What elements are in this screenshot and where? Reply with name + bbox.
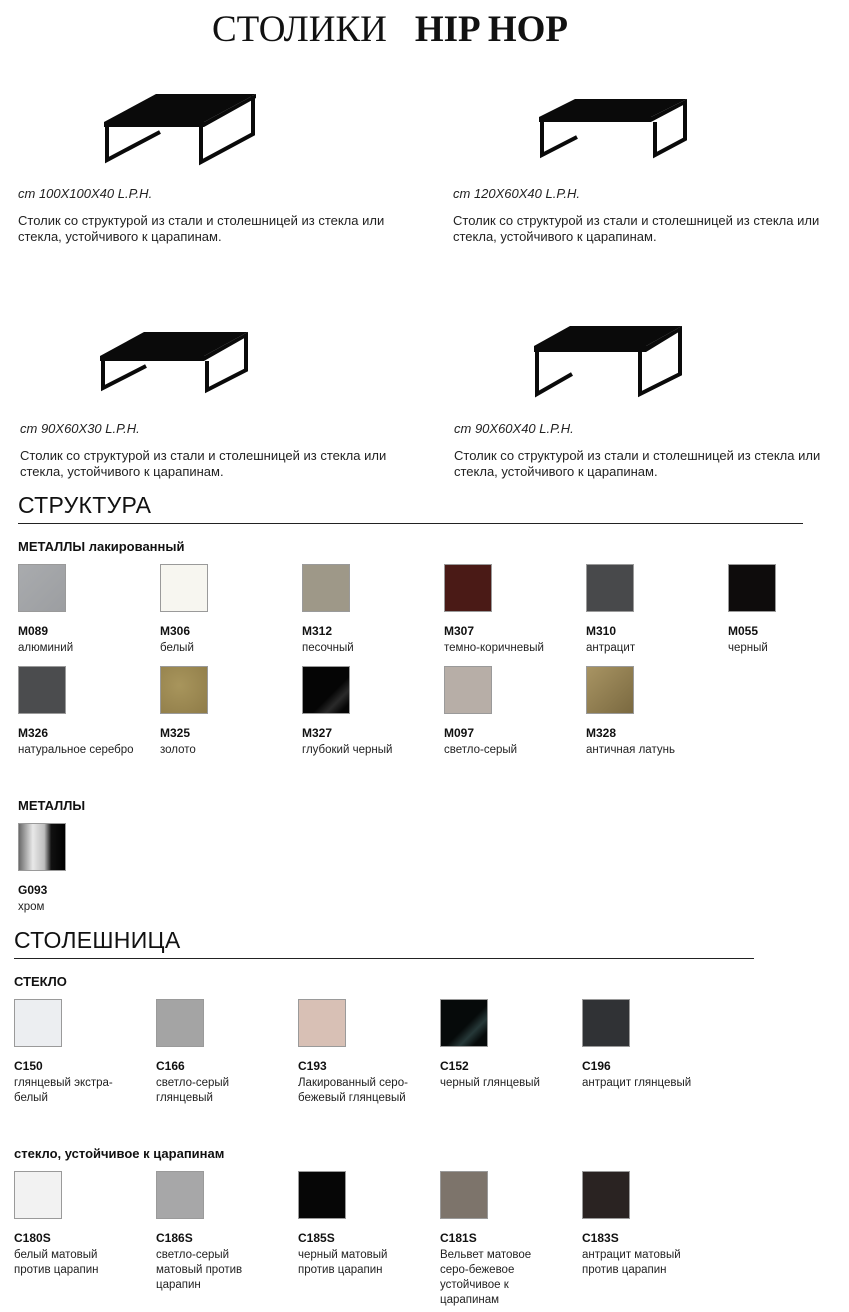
swatch-code: C180S [14,1231,51,1245]
metals-label: МЕТАЛЛЫ [18,798,86,813]
swatch-c180s [14,1171,134,1278]
product-dimensions: cm 120X60X40 L.P.H. [453,186,580,201]
swatch-code: M097 [444,726,475,740]
swatch-code: C186S [156,1231,193,1245]
swatch-chip [586,666,634,714]
swatch-name: белый [160,642,194,654]
product-dimensions: cm 90X60X40 L.P.H. [454,421,574,436]
swatch-name: алюминий [18,642,74,654]
swatch-code: M328 [586,726,617,740]
swatch-m089 [18,564,160,656]
top-heading: СТОЛЕШНИЦА [14,927,181,953]
swatch-m310 [586,564,728,656]
title-series: HIP HOP [414,9,569,50]
swatch-code: M326 [18,726,49,740]
swatch-name: Лакированный серо-бежевый глянцевый [298,1077,408,1104]
swatch-c193 [298,999,428,1106]
product-description: Столик со структурой из стали и столешницей из стекла или стекла, устойчивого к царапинам. [453,213,820,244]
swatch-name: золото [160,744,196,756]
swatch-name: песочный [302,642,354,654]
swatch-name: натуральное серебро [18,744,134,756]
glass-label: СТЕКЛО [14,974,67,989]
swatch-c166 [156,999,276,1106]
swatch-name: светло-серый [444,744,518,756]
swatch-code: M307 [444,624,475,638]
swatch-m327 [302,666,444,758]
swatch-code: C150 [14,1059,43,1073]
swatch-m307 [444,564,586,656]
swatch-m055 [728,564,838,656]
swatch-name: антрацит глянцевый [582,1077,692,1089]
swatch-chip [160,564,208,612]
swatch-name: черный глянцевый [440,1077,540,1089]
swatch-c196 [582,999,724,1091]
swatch-code: C152 [440,1059,469,1073]
swatch-c183s [582,1171,702,1278]
swatch-name: антрацит [586,642,636,654]
swatch-name: белый матовый против царапин [14,1249,99,1276]
table-illustration [530,322,690,400]
swatch-c185s [298,1171,418,1278]
swatch-chip [302,666,350,714]
swatch-m325 [160,666,302,758]
product-dimensions: cm 90X60X30 L.P.H. [20,421,140,436]
swatch-m328 [586,666,728,758]
swatch-code: M312 [302,624,333,638]
swatch-chip [14,999,62,1047]
swatch-code: C181S [440,1231,477,1245]
swatch-chip [302,564,350,612]
swatch-code: C166 [156,1059,185,1073]
swatch-chip [14,1171,62,1219]
swatch-c181s [440,1171,560,1308]
swatch-chip [440,999,488,1047]
section-divider [18,523,803,524]
table-illustration [535,95,695,163]
swatch-chip [444,666,492,714]
swatch-chip [582,999,630,1047]
swatch-name: темно-коричневый [444,642,544,654]
swatch-g093 [18,823,160,915]
swatch-code: C183S [582,1231,619,1245]
swatch-name: Вельвет матовое серо-бежевое устойчивое к царапинам [440,1249,532,1306]
swatch-name: хром [18,901,45,913]
lacquered-metals-label: МЕТАЛЛЫ лакированный [18,539,185,554]
swatch-chip [18,666,66,714]
swatch-code: C185S [298,1231,335,1245]
swatch-m326 [18,666,160,758]
title-tables: СТОЛИКИ [211,9,387,50]
swatch-c152 [440,999,582,1091]
swatch-chip [298,1171,346,1219]
swatch-chip [444,564,492,612]
swatch-c186s [156,1171,276,1293]
swatch-c150 [14,999,134,1106]
swatch-code: M327 [302,726,333,740]
product-description: Столик со структурой из стали и столешницей из стекла или стекла, устойчивого к царапинам. [454,448,821,479]
page-title [0,8,780,51]
swatch-name: глубокий черный [302,744,393,756]
swatch-chip [440,1171,488,1219]
swatch-name: черный матовый против царапин [298,1249,388,1276]
swatch-code: C193 [298,1059,327,1073]
product-dimensions: cm 100X100X40 L.P.H. [18,186,153,201]
swatch-code: M055 [728,624,759,638]
swatch-m312 [302,564,444,656]
swatch-name: античная латунь [586,744,675,756]
scratch-resistant-label: стекло, устойчивое к царапинам [14,1146,225,1161]
swatch-name: светло-серый матовый против царапин [156,1249,243,1291]
swatch-chip [156,999,204,1047]
swatch-code: G093 [18,883,48,897]
swatch-chip [18,564,66,612]
swatch-chip [18,823,66,871]
swatch-chip [582,1171,630,1219]
swatch-code: M325 [160,726,191,740]
swatch-m306 [160,564,302,656]
swatch-chip [160,666,208,714]
swatch-name: черный [728,642,768,654]
swatch-code: M310 [586,624,617,638]
structure-heading: СТРУКТУРА [18,492,152,518]
table-illustration [96,328,256,396]
swatch-name: глянцевый экстра-белый [14,1077,113,1104]
swatch-code: C196 [582,1059,611,1073]
swatch-chip [586,564,634,612]
product-description: Столик со структурой из стали и столешницей из стекла или стекла, устойчивого к царапинам. [20,448,387,479]
swatch-code: M089 [18,624,49,638]
section-divider [14,958,754,959]
swatch-chip [728,564,776,612]
swatch-chip [298,999,346,1047]
swatch-code: M306 [160,624,191,638]
product-description: Столик со структурой из стали и столешницей из стекла или стекла, устойчивого к царапинам. [18,213,385,244]
swatch-chip [156,1171,204,1219]
swatch-name: антрацит матовый против царапин [582,1249,681,1276]
table-illustration [100,88,260,168]
swatch-m097 [444,666,586,758]
swatch-name: светло-серый глянцевый [156,1077,230,1104]
